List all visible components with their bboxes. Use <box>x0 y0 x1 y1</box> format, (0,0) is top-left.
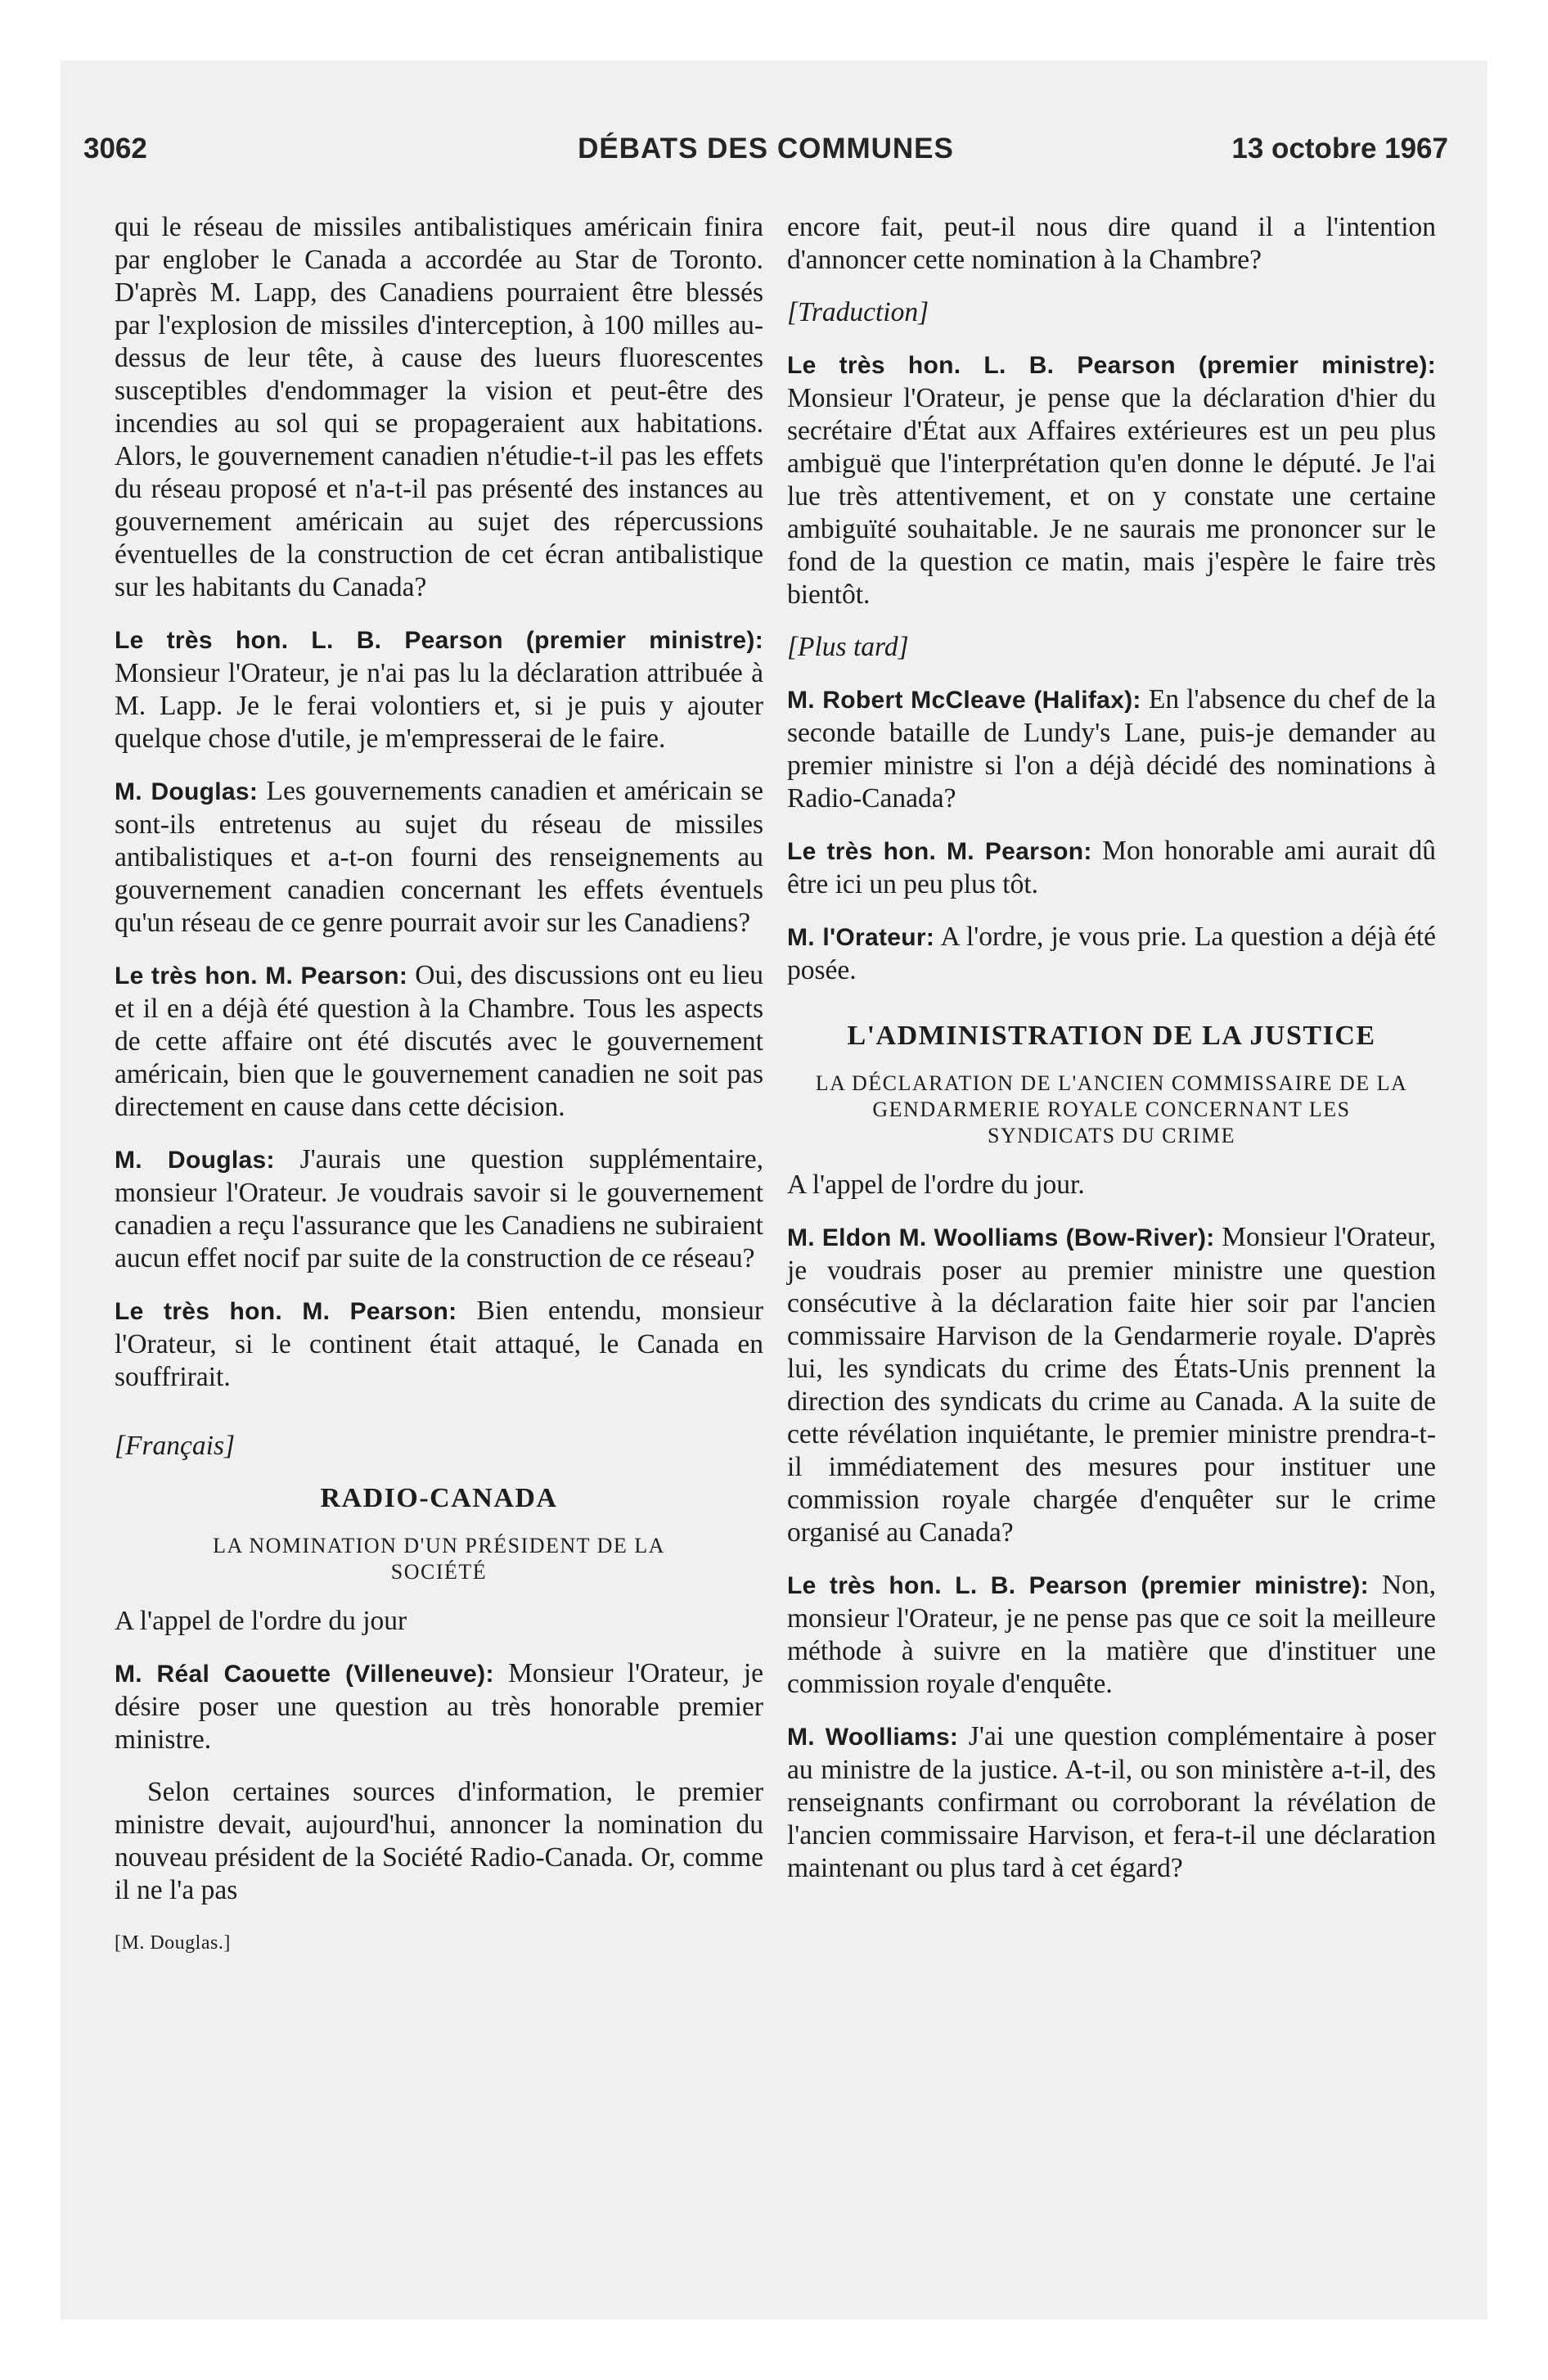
speaker-name: Le très hon. M. Pearson: <box>787 838 1092 865</box>
speech-text: Non, monsieur l'Orateur, je ne pense pas que ce soit la meilleure méthode à suivre en la matière que d'instituer une commission royale d'enquête. <box>787 1570 1437 1699</box>
speech <box>115 1143 763 1275</box>
paragraph: encore fait, peut-il nous dire quand il a l'intention d'annoncer cette nomination à la Chambre? <box>787 212 1436 275</box>
running-header <box>83 133 1448 174</box>
speech-text: Oui, des discussions ont eu lieu et il en a déjà été question à la Chambre. Tous les aspects de cette affaire ont été discutés avec le gouvernement américain, bien que le gouvernement canadien ne soit pas directement en cause dans cette décision. <box>115 960 763 1122</box>
speech <box>787 921 1436 987</box>
speaker-name: M. Réal Caouette (Villeneuve): <box>115 1661 494 1688</box>
section-subtitle: LA DÉCLARATION DE L'ANCIEN COMMISSAIRE DE LA GENDARMERIE ROYALE CONCERNANT LES SYNDICATS DU CRIME <box>815 1071 1408 1147</box>
speech-text: J'ai une question complémentaire à poser au ministre de la justice. A-t-il, ou son ministère a-t-il, des renseignants confirmant ou corroborant la révélation de l'ancien commissaire Harvison, et fera-t-il une déclaration maintenant ou plus tard à cet égard? <box>787 1721 1436 1883</box>
speaker-name: M. l'Orateur: <box>787 924 935 951</box>
speech-text: Monsieur l'Orateur, je pense que la déclaration d'hier du secrétaire d'État aux Affaires extérieures est un peu plus ambiguë que l'interprétation qu'en donne le député. Je l'ai lue très attentivement, et on y constate une certaine ambiguïté souhaitable. Je ne saurais me prononcer sur le fond de la question ce matin, mais j'espère le faire très bientôt. <box>787 383 1436 610</box>
speaker-name: Le très hon. L. B. Pearson (premier ministre): <box>787 1572 1369 1599</box>
speaker-name: M. Woolliams: <box>787 1724 959 1751</box>
speech <box>115 624 763 755</box>
section-subtitle: LA NOMINATION D'UN PRÉSIDENT DE LA SOCIÉTÉ <box>213 1534 665 1584</box>
speaker-name: Le très hon. M. Pearson: <box>115 1298 457 1325</box>
section-title: L'ADMINISTRATION DE LA JUSTICE <box>847 1021 1376 1051</box>
speech-text: Bien entendu, monsieur l'Orateur, si le continent était attaqué, le Canada en souffrirait. <box>115 1296 763 1392</box>
speech-text: A l'ordre, je vous prie. La question a déjà été posée. <box>787 922 1436 985</box>
stage-direction: [Traduction] <box>787 297 929 327</box>
speaker-name: Le très hon. L. B. Pearson (premier ministre): <box>115 627 763 654</box>
left-column <box>115 211 763 1959</box>
speaker-name: M. Douglas: <box>115 778 259 805</box>
speech-text: Mon honorable ami aurait dû être ici un peu plus tôt. <box>787 836 1437 899</box>
section-title: RADIO-CANADA <box>320 1483 558 1513</box>
stage-direction: [Français] <box>115 1431 236 1461</box>
stage-direction: [Plus tard] <box>787 632 909 662</box>
speech <box>115 959 763 1124</box>
speech <box>115 1657 763 1756</box>
speech <box>787 349 1436 611</box>
right-column <box>787 211 1436 1904</box>
page-number: 3062 <box>83 133 147 165</box>
speech <box>787 683 1436 815</box>
speech <box>787 835 1436 901</box>
speech <box>115 775 763 940</box>
paragraph: A l'appel de l'ordre du jour <box>115 1606 407 1636</box>
speaker-name: Le très hon. L. B. Pearson (premier ministre): <box>787 352 1436 379</box>
paragraph: A l'appel de l'ordre du jour. <box>787 1170 1085 1200</box>
speech-text: J'aurais une question supplémentaire, monsieur l'Orateur. Je voudrais savoir si le gouvernement canadien a reçu l'assurance que les Canadiens ne subiraient aucun effet nocif par suite de la construction de ce réseau? <box>115 1144 764 1273</box>
issue-date: 13 octobre 1967 <box>1231 133 1448 165</box>
publication-title: DÉBATS DES COMMUNES <box>578 133 954 165</box>
speech <box>787 1569 1436 1701</box>
speech-text: Monsieur l'Orateur, je désire poser une question au très honorable premier ministre. <box>115 1658 763 1755</box>
speaker-name: M. Douglas: <box>115 1147 275 1174</box>
speech <box>115 1295 763 1394</box>
speech-text: Les gouvernements canadien et américain se sont-ils entretenus au sujet du réseau de missiles antibalistiques et a-t-on fourni des renseignements au gouvernement canadien concernant les effets éventuels qu'un réseau de ce genre pourrait avoir sur les Canadiens? <box>115 776 764 938</box>
speech <box>787 1720 1436 1885</box>
footnote: [M. Douglas.] <box>115 1932 231 1954</box>
speech-text: En l'absence du chef de la seconde bataille de Lundy's Lane, puis-je demander au premier ministre si l'on a déjà décidé des nominations à Radio-Canada? <box>787 684 1437 814</box>
speech-text: Monsieur l'Orateur, je n'ai pas lu la déclaration attribuée à M. Lapp. Je le ferai volontiers et, si je puis y ajouter quelque chose d'utile, je m'empresserai de le faire. <box>115 658 763 754</box>
paragraph: Selon certaines sources d'information, le premier ministre devait, aujourd'hui, annoncer la nomination du nouveau président de la Société Radio-Canada. Or, comme il ne l'a pas <box>115 1777 763 1905</box>
speaker-name: M. Robert McCleave (Halifax): <box>787 687 1141 714</box>
paragraph: qui le réseau de missiles antibalistiques américain finira par englober le Canada a accordée au Star de Toronto. D'après M. Lapp, des Canadiens pourraient être blessés par l'explosion de missiles d'interception, à 100 milles au-dessus de leur tête, à cause des lueurs fluorescentes susceptibles d'endommager la vision et peut-être des incendies au sol qui se propageraient aux habitations. Alors, le gouvernement canadien n'étudie-t-il pas les effets du réseau proposé et n'a-t-il pas présenté des instances au gouvernement américain au sujet des répercussions éventuelles de la construction de cet écran antibalistique sur les habitants du Canada? <box>115 212 763 602</box>
speech <box>787 1221 1436 1549</box>
speech-text: Monsieur l'Orateur, je voudrais poser au premier ministre une question consécutive à la déclaration faite hier soir par l'ancien commissaire Harvison de la Gendarmerie royale. D'après lui, les syndicats du crime des États-Unis prennent la direction des syndicats du crime au Canada. A la suite de cette révélation inquiétante, le premier ministre prendra-t-il immédiatement des mesures pour instituer une commission royale chargée d'enquêter sur le crime organisé au Canada? <box>787 1222 1436 1548</box>
speaker-name: Le très hon. M. Pearson: <box>115 962 408 989</box>
speaker-name: M. Eldon M. Woolliams (Bow-River): <box>787 1224 1215 1251</box>
